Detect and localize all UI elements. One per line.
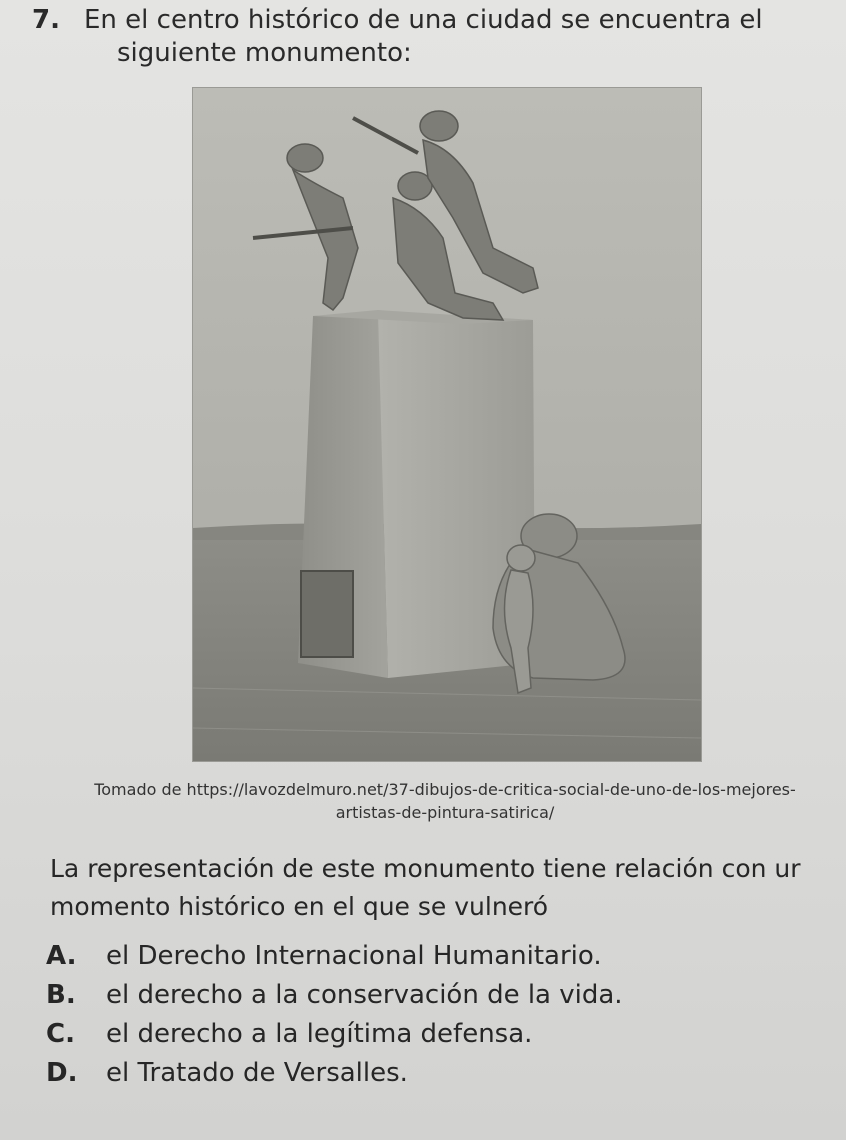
caption-line1: Tomado de https://lavozdelmuro.net/37-dibujos-de-critica-social-de-uno-de-los-mejores- xyxy=(94,780,796,799)
answer-options xyxy=(46,937,826,1093)
option-text: el derecho a la legítima defensa. xyxy=(106,1019,533,1049)
image-caption xyxy=(60,778,830,824)
question-stem xyxy=(50,850,846,926)
question-text-line2: siguiente monumento: xyxy=(117,38,412,68)
option-a[interactable] xyxy=(46,937,826,976)
monument-illustration xyxy=(192,87,702,762)
option-b[interactable] xyxy=(46,976,826,1015)
option-text: el Tratado de Versalles. xyxy=(106,1058,408,1088)
option-text: el derecho a la conservación de la vida. xyxy=(106,980,623,1010)
stem-line1: La representación de este monumento tiene relación con ur xyxy=(50,854,801,883)
option-d[interactable] xyxy=(46,1054,826,1093)
option-c[interactable] xyxy=(46,1015,826,1054)
question-text-line1: En el centro histórico de una ciudad se encuentra el xyxy=(84,5,763,35)
question-number: 7. xyxy=(32,5,60,35)
option-letter: C. xyxy=(46,1019,75,1049)
option-letter: B. xyxy=(46,980,76,1010)
stem-line2: momento histórico en el que se vulneró xyxy=(50,892,549,921)
option-letter: D. xyxy=(46,1058,78,1088)
option-text: el Derecho Internacional Humanitario. xyxy=(106,941,602,971)
option-letter: A. xyxy=(46,941,77,971)
caption-line2: artistas-de-pintura-satirica/ xyxy=(335,803,555,822)
question-header xyxy=(32,4,832,70)
